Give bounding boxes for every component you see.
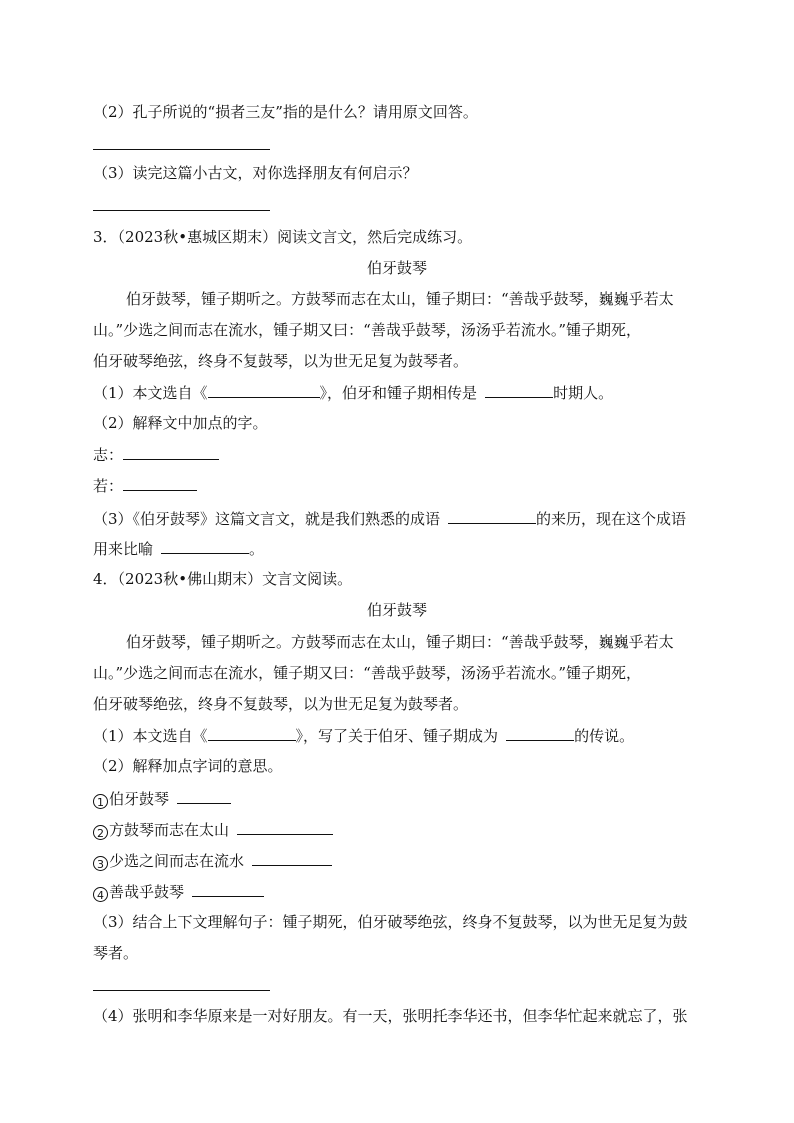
question-text: （3）《伯牙鼓琴》这篇文言文，就是我们熟悉的成语 [93, 510, 441, 528]
answer-blank[interactable] [252, 850, 332, 866]
answer-blank[interactable] [448, 508, 536, 524]
answer-line[interactable] [93, 149, 270, 150]
answer-blank[interactable] [485, 382, 553, 398]
circled-number: 2 [93, 825, 108, 840]
problem-number: 3． [93, 228, 118, 246]
problem-source: （2023秋•佛山期末）文言文阅读。 [117, 570, 353, 588]
question-text: 时期人。 [553, 384, 614, 402]
problem-3-header [93, 227, 472, 247]
question-text: 》，伯牙和锺子期相传是 [319, 384, 478, 402]
question-2-prev: （2）孔子所说的“损者三友”指的是什么？请用原文回答。 [93, 103, 478, 121]
question-text: （1）本文选自《 [93, 727, 208, 745]
define-zhi [93, 444, 219, 464]
passage-line: 伯牙鼓琴，锺子期听之。方鼓琴而志在太山，锺子期曰：“善哉乎鼓琴，巍巍乎若太 [126, 290, 674, 308]
question-text: 的传说。 [574, 727, 635, 745]
answer-blank[interactable] [237, 819, 333, 835]
passage-title: 伯牙鼓琴 [366, 259, 427, 277]
passage-line: 山。”少选之间而志在流水，锺子期又曰：“善哉乎鼓琴，汤汤乎若流水。”锺子期死， [93, 664, 642, 682]
answer-blank[interactable] [208, 382, 320, 398]
answer-blank[interactable] [123, 444, 219, 460]
answer-blank[interactable] [208, 725, 296, 741]
problem-number: 4． [93, 570, 118, 588]
answer-blank[interactable] [123, 475, 197, 491]
circled-number: 3 [93, 856, 108, 871]
question-1 [93, 382, 613, 402]
question-text: 》，写了关于伯牙、锺子期成为 [295, 727, 499, 745]
question-2: （2）解释文中加点的字。 [93, 414, 268, 432]
question-3-prev: （3）读完这篇小古文，对你选择朋友有何启示？ [93, 164, 418, 182]
passage-line: 伯牙破琴绝弦，终身不复鼓琴，以为世无足复为鼓琴者。 [93, 695, 469, 713]
answer-blank[interactable] [161, 538, 249, 554]
question-1 [93, 725, 634, 745]
problem-4-header [93, 569, 352, 589]
question-3 [93, 508, 686, 528]
item-text: 伯牙鼓琴 [109, 790, 170, 808]
item-text: 少选之间而志在流水 [109, 852, 245, 870]
passage-line: 伯牙鼓琴，锺子期听之。方鼓琴而志在太山，锺子期曰：“善哉乎鼓琴，巍巍乎若太 [126, 633, 674, 651]
answer-blank[interactable] [177, 788, 231, 804]
answer-line[interactable] [93, 210, 270, 211]
question-4: （4）张明和李华原来是一对好朋友。有一天，张明托李华还书，但李华忙起来就忘了，张 [93, 1007, 688, 1025]
list-item [93, 788, 231, 808]
question-text: 用来比喻 [93, 540, 154, 558]
passage-line: 伯牙破琴绝弦，终身不复鼓琴，以为世无足复为鼓琴者。 [93, 352, 469, 370]
passage-line: 山。”少选之间而志在流水，锺子期又曰：“善哉乎鼓琴，汤汤乎若流水。”锺子期死， [93, 321, 642, 339]
problem-source: （2023秋•惠城区期末）阅读文言文，然后完成练习。 [117, 228, 473, 246]
item-text: 善哉乎鼓琴 [109, 883, 185, 901]
question-text: （1）本文选自《 [93, 384, 208, 402]
item-text: 方鼓琴而志在太山 [109, 821, 230, 839]
question-3: （3）结合上下文理解句子：锺子期死，伯牙破琴绝弦，终身不复鼓琴，以为世无足复为鼓 [93, 913, 688, 931]
question-text: 。 [249, 540, 265, 558]
answer-line[interactable] [93, 990, 270, 991]
term-label: 若： [93, 477, 124, 495]
list-item [93, 881, 264, 901]
circled-number: 4 [93, 887, 108, 902]
question-3-cont [93, 538, 264, 558]
question-text: 的来历，现在这个成语 [536, 510, 687, 528]
list-item [93, 819, 333, 839]
list-item [93, 850, 332, 870]
answer-blank[interactable] [506, 725, 574, 741]
question-3-cont: 琴者。 [93, 944, 139, 962]
question-2: （2）解释加点字词的意思。 [93, 757, 283, 775]
circled-number: 1 [93, 794, 108, 809]
answer-blank[interactable] [192, 881, 264, 897]
passage-title: 伯牙鼓琴 [366, 601, 427, 619]
term-label: 志： [93, 446, 124, 464]
define-ruo [93, 475, 197, 495]
